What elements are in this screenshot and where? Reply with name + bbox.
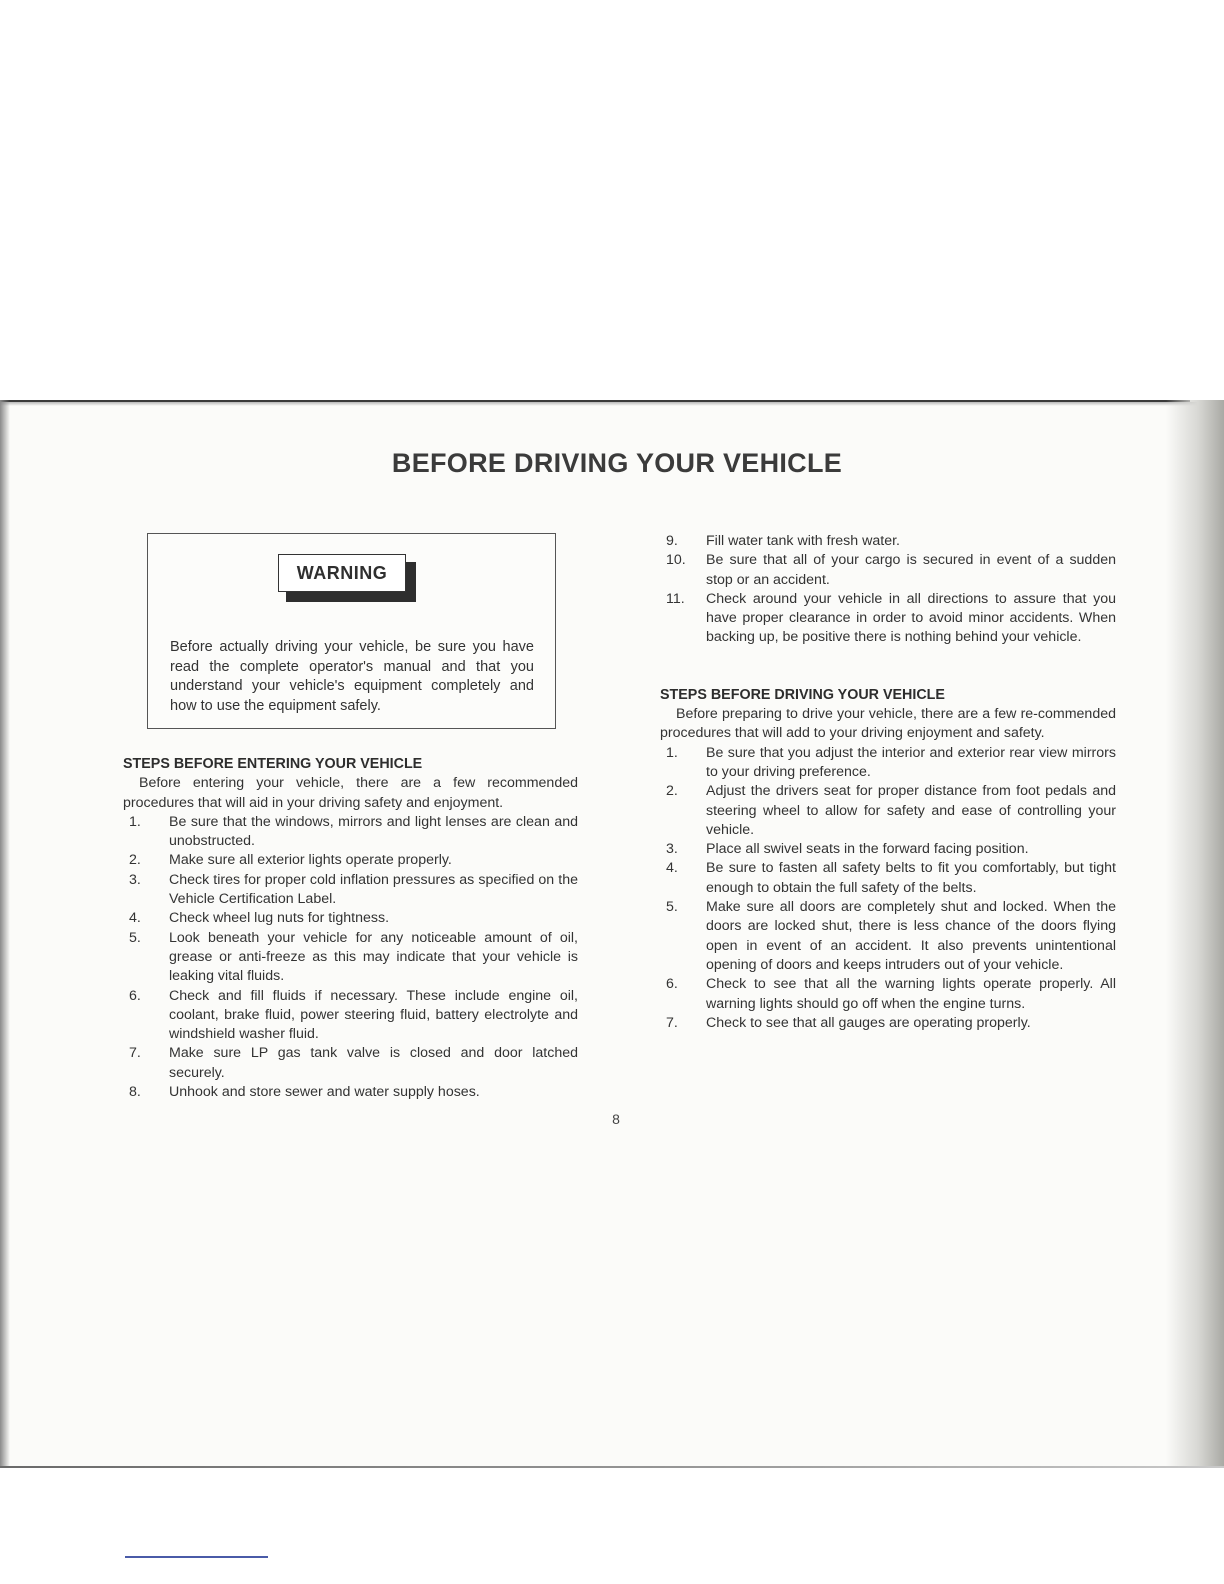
list-item-text: Be sure to fasten all safety belts to fit you comfortably, but tight enough to obtain the full safety of the belts. <box>706 860 1116 896</box>
list-item-text: Be sure that the windows, mirrors and light lenses are clean and unobstructed. <box>169 813 578 850</box>
scan-underline-mark <box>125 1556 268 1558</box>
right-column <box>660 532 1116 1033</box>
list-item-number: 3. <box>129 871 141 888</box>
list-item <box>660 590 1116 648</box>
entering-list-continued <box>660 532 1116 648</box>
section-spacer <box>660 648 1116 686</box>
list-item-number: 1. <box>666 744 678 761</box>
entering-list <box>123 813 578 1102</box>
list-item-number: 5. <box>129 929 141 946</box>
page-bottom-edge <box>0 1466 1224 1468</box>
list-item-text: Adjust the drivers seat for proper distance from foot pedals and steering wheel to allow for safety and ease of controlling your vehicle. <box>706 783 1116 838</box>
list-item <box>660 898 1116 975</box>
list-item-text: Check wheel lug nuts for tightness. <box>169 910 390 927</box>
driving-heading: STEPS BEFORE DRIVING YOUR VEHICLE <box>660 686 945 703</box>
list-item-text: Place all swivel seats in the forward facing position. <box>706 841 1029 858</box>
list-item <box>123 871 578 910</box>
list-item-text: Fill water tank with fresh water. <box>706 533 900 549</box>
list-item <box>123 929 578 987</box>
list-item-text: Check and fill fluids if necessary. These include engine oil, coolant, brake fluid, power steering fluid, battery electrolyte and windshield washer fluid. <box>169 987 578 1043</box>
list-item <box>123 987 578 1045</box>
warning-badge-label: WARNING <box>278 554 406 592</box>
entering-intro: Before entering your vehicle, there are a few recommended procedures that will aid in your driving safety and enjoyment. <box>123 775 578 811</box>
list-item-text: Check around your vehicle in all directions to assure that you have proper clearance in order to avoid minor accidents. When backing up, be positive there is nothing behind your vehicle. <box>706 590 1116 646</box>
list-item <box>123 1083 578 1102</box>
list-item-text: Make sure LP gas tank valve is closed and door latched securely. <box>169 1045 578 1081</box>
driving-list <box>660 744 1116 1033</box>
list-item-text: Check tires for proper cold inflation pressures as specified on the Vehicle Certification Label. <box>169 871 578 908</box>
list-item-number: 4. <box>666 860 678 877</box>
list-item-text: Check to see that all gauges are operating properly. <box>706 1014 1031 1031</box>
page-number: 8 <box>612 1111 620 1127</box>
list-item-number: 9. <box>666 533 678 549</box>
list-item-text: Unhook and store sewer and water supply hoses. <box>169 1084 480 1101</box>
list-item-text: Make sure all doors are completely shut and locked. When the doors are locked shut, there is less chance of the doors flying open in event of an accident. It also prevents unintentional opening of doors and keeps intruders out of your vehicle. <box>706 899 1116 973</box>
page-top-shadow <box>0 402 1224 406</box>
list-item-number: 6. <box>666 976 678 993</box>
list-item-number: 1. <box>129 813 141 830</box>
list-item <box>660 532 1116 551</box>
list-item <box>660 975 1116 1014</box>
list-item-number: 3. <box>666 841 678 858</box>
list-item <box>123 851 578 870</box>
list-item <box>660 1014 1116 1033</box>
list-item <box>660 744 1116 783</box>
list-item-text: Be sure that all of your cargo is secured in event of a sudden stop or an accident. <box>706 552 1116 588</box>
list-item-text: Be sure that you adjust the interior and exterior rear view mirrors to your driving preference. <box>706 744 1116 780</box>
list-item-text: Look beneath your vehicle for any noticeable amount of oil, grease or anti-freeze as this may indicate that your vehicle is leaking vital fluids. <box>169 929 578 985</box>
list-item-number: 6. <box>129 987 141 1004</box>
entering-heading: STEPS BEFORE ENTERING YOUR VEHICLE <box>123 756 423 772</box>
left-column <box>123 755 578 1102</box>
list-item <box>660 782 1116 840</box>
list-item <box>123 1044 578 1083</box>
list-item <box>123 909 578 928</box>
list-item-number: 10. <box>666 552 686 569</box>
driving-intro: Before preparing to drive your vehicle, there are a few re-commended procedures that will add to your driving enjoyment and safety. <box>660 706 1116 742</box>
list-item <box>660 859 1116 898</box>
warning-text: Before actually driving your vehicle, be sure you have read the complete operator's manual and that you understand your vehicle's equipment completely and how to use the equipment safely. <box>170 639 534 714</box>
list-item <box>660 551 1116 590</box>
list-item <box>123 813 578 852</box>
list-item-number: 7. <box>129 1045 141 1062</box>
list-item-number: 11. <box>666 590 685 607</box>
list-item-number: 2. <box>129 852 141 869</box>
warning-box <box>147 533 556 729</box>
list-item-number: 7. <box>666 1014 678 1031</box>
list-item-number: 5. <box>666 899 678 916</box>
page-title: BEFORE DRIVING YOUR VEHICLE <box>391 448 843 478</box>
list-item-number: 2. <box>666 783 678 800</box>
page-left-edge <box>0 400 10 1468</box>
warning-badge <box>278 554 416 602</box>
list-item-number: 8. <box>129 1084 141 1101</box>
list-item-text: Check to see that all the warning lights operate properly. All warning lights should go off when the engine turns. <box>706 976 1116 1012</box>
list-item <box>660 840 1116 859</box>
list-item-number: 4. <box>129 910 141 927</box>
list-item-text: Make sure all exterior lights operate properly. <box>169 852 452 869</box>
page-right-edge <box>1166 400 1224 1468</box>
